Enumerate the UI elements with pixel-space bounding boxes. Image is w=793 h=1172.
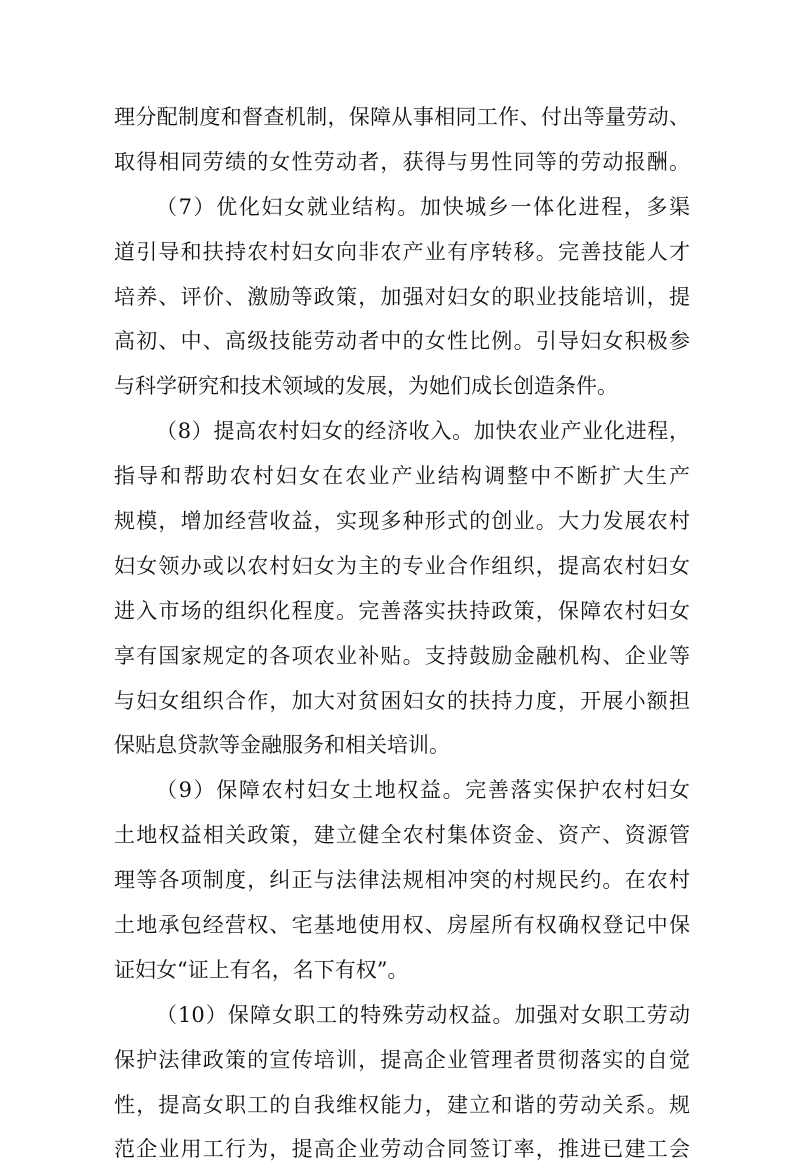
text-line: 理分配制度和督查机制，保障从事相同工作、付出等量劳动、 xyxy=(114,105,690,129)
text-line: 证妇女“证上有名，名下有权”。 xyxy=(114,957,409,982)
text-line: 指导和帮助农村妇女在农业产业结构调整中不断扩大生产 xyxy=(114,464,690,489)
text-line: 与科学研究和技术领域的发展，为她们成长创造条件。 xyxy=(114,374,618,399)
body-text xyxy=(114,95,690,1172)
paragraph-10-start: （10）保障女职工的特殊劳动权益。加强对女职工劳动 xyxy=(156,1002,690,1027)
text-line: 保贴息贷款等金融服务和相关培训。 xyxy=(114,733,450,758)
text-line: 规模，增加经营收益，实现多种形式的创业。大力发展农村 xyxy=(114,509,690,534)
text-line: 保护法律政策的宣传培训，提高企业管理者贯彻落实的自觉 xyxy=(114,1047,690,1072)
text-line: 道引导和扶持农村妇女向非农产业有序转移。完善技能人才 xyxy=(114,239,690,264)
text-line: 享有国家规定的各项农业补贴。支持鼓励金融机构、企业等 xyxy=(114,643,690,668)
text-line: 性，提高女职工的自我维权能力，建立和谐的劳动关系。规 xyxy=(114,1092,690,1117)
text-line: 土地承包经营权、宅基地使用权、房屋所有权确权登记中保 xyxy=(114,913,690,938)
text-line: 土地权益相关政策，建立健全农村集体资金、资产、资源管 xyxy=(114,823,690,848)
paragraph-8-start: （8）提高农村妇女的经济收入。加快农业产业化进程， xyxy=(156,419,690,444)
text-line: 与妇女组织合作，加大对贫困妇女的扶持力度，开展小额担 xyxy=(114,688,690,713)
text-line: 理等各项制度，纠正与法律法规相冲突的村规民约。在农村 xyxy=(114,868,690,893)
text-line: 取得相同劳绩的女性劳动者，获得与男性同等的劳动报酬。 xyxy=(114,149,690,174)
text-line: 进入市场的组织化程度。完善落实扶持政策，保障农村妇女 xyxy=(114,598,690,623)
text-line: 高初、中、高级技能劳动者中的女性比例。引导妇女积极参 xyxy=(114,329,690,354)
text-line: 范企业用工行为，提高企业劳动合同签订率，推进已建工会 xyxy=(114,1137,690,1162)
paragraph-9-start: （9）保障农村妇女土地权益。完善落实保护农村妇女 xyxy=(156,778,690,803)
text-line: 培养、评价、激励等政策，加强对妇女的职业技能培训，提 xyxy=(114,284,690,309)
text-line: 妇女领办或以农村妇女为主的专业合作组织，提高农村妇女 xyxy=(114,553,690,578)
paragraph-7-start: （7）优化妇女就业结构。加快城乡一体化进程，多渠 xyxy=(156,194,690,219)
